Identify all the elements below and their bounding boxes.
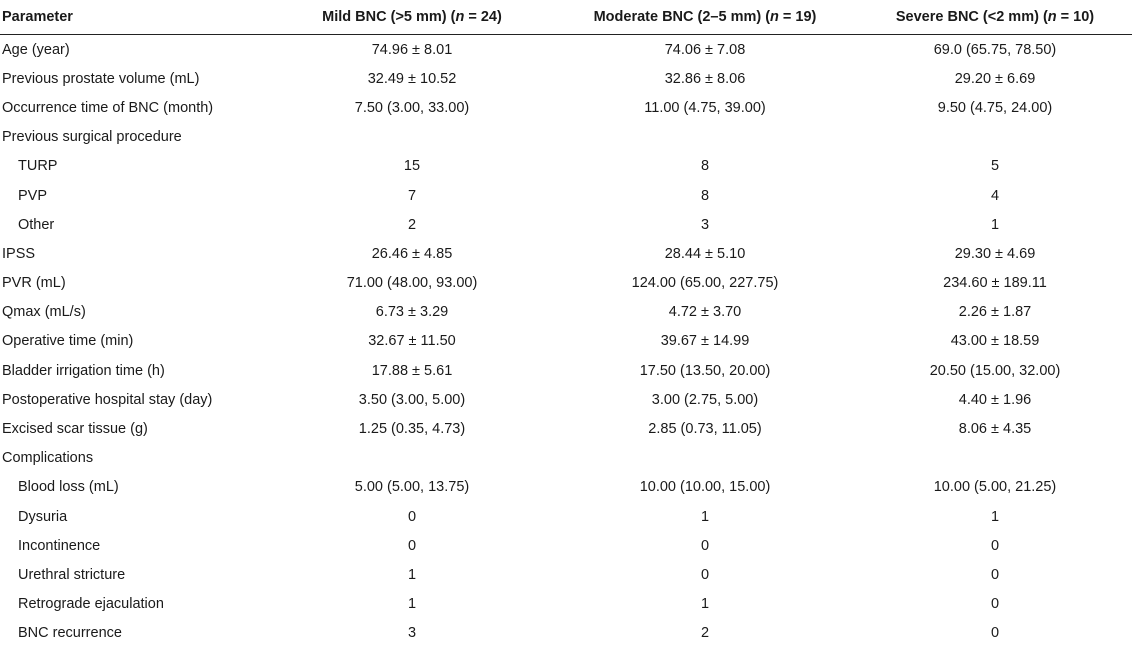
row-label: TURP <box>18 158 58 175</box>
header-mild-n-var: n <box>455 9 465 25</box>
row-label: Retrograde ejaculation <box>18 596 164 613</box>
cell-mild: 71.00 (48.00, 93.00) <box>346 275 478 292</box>
cell-mild: 32.67 ± 11.50 <box>368 333 456 350</box>
row-label: Previous prostate volume (mL) <box>2 70 200 87</box>
cell-mild: 6.73 ± 3.29 <box>375 304 449 321</box>
cell-severe: 9.50 (4.75, 24.00) <box>937 99 1053 116</box>
row-label: Excised scar tissue (g) <box>2 421 148 438</box>
row-label: PVP <box>18 187 48 204</box>
cell-severe <box>858 123 1132 152</box>
table-row <box>0 502 1132 531</box>
table-row <box>0 269 1132 298</box>
row-label: Operative time (min) <box>2 333 134 350</box>
row-label: Qmax (mL/s) <box>2 304 86 321</box>
cell-mild: 7 <box>407 187 417 204</box>
cell-moderate: 2.85 (0.73, 11.05) <box>648 421 762 438</box>
cell-severe: 1 <box>990 508 1000 525</box>
table-row <box>0 327 1132 356</box>
cell-moderate: 1 <box>700 596 710 613</box>
cell-severe: 4 <box>990 187 1000 204</box>
cell-moderate: 8 <box>700 158 710 175</box>
table-row <box>0 414 1132 443</box>
row-label: Postoperative hospital stay (day) <box>2 391 213 408</box>
header-severe-n-var: n <box>1047 9 1057 25</box>
cell-mild: 15 <box>403 158 421 175</box>
cell-moderate: 74.06 ± 7.08 <box>664 41 746 58</box>
row-label: Previous surgical procedure <box>2 129 182 146</box>
cell-mild: 1.25 (0.35, 4.73) <box>358 421 466 438</box>
cell-mild <box>272 444 552 473</box>
row-label: Age (year) <box>2 41 70 58</box>
cell-mild: 3.50 (3.00, 5.00) <box>358 391 466 408</box>
cell-moderate: 2 <box>700 625 710 642</box>
cell-mild: 32.49 ± 10.52 <box>367 70 457 87</box>
cell-mild: 74.96 ± 8.01 <box>371 41 453 58</box>
row-label: IPSS <box>2 245 36 262</box>
cell-mild: 0 <box>407 508 417 525</box>
cell-mild: 17.88 ± 5.61 <box>371 362 453 379</box>
cell-moderate: 0 <box>700 537 710 554</box>
row-label: Occurrence time of BNC (month) <box>2 99 214 116</box>
header-moderate-bnc <box>552 0 858 35</box>
table-row <box>0 181 1132 210</box>
table-row <box>0 93 1132 122</box>
cell-severe <box>858 444 1132 473</box>
table-row <box>0 619 1132 648</box>
cell-severe: 4.40 ± 1.96 <box>958 391 1032 408</box>
table-row <box>0 473 1132 502</box>
row-label: Bladder irrigation time (h) <box>2 362 165 379</box>
table-row <box>0 560 1132 589</box>
cell-mild: 3 <box>407 625 417 642</box>
table-row <box>0 152 1132 181</box>
cell-severe: 0 <box>990 596 1000 613</box>
cell-moderate: 32.86 ± 8.06 <box>664 70 746 87</box>
table-row <box>0 298 1132 327</box>
cell-severe: 8.06 ± 4.35 <box>958 421 1032 438</box>
cell-severe: 20.50 (15.00, 32.00) <box>929 362 1061 379</box>
cell-moderate: 11.00 (4.75, 39.00) <box>644 99 766 116</box>
row-label: PVR (mL) <box>2 275 66 292</box>
row-label: BNC recurrence <box>18 625 122 642</box>
cell-moderate <box>552 123 858 152</box>
cell-severe: 0 <box>990 625 1000 642</box>
header-mild-bnc <box>272 0 552 35</box>
cell-severe: 29.30 ± 4.69 <box>954 245 1036 262</box>
table-row <box>0 590 1132 619</box>
table-row <box>0 444 1132 473</box>
table-row <box>0 239 1132 268</box>
cell-severe: 43.00 ± 18.59 <box>950 333 1040 350</box>
header-mild-n-val: = 24) <box>464 9 502 25</box>
row-label: Incontinence <box>18 537 101 554</box>
cell-severe: 5 <box>990 158 1000 175</box>
cell-severe: 69.0 (65.75, 78.50) <box>933 41 1057 58</box>
table-row <box>0 385 1132 414</box>
cell-severe: 234.60 ± 189.11 <box>943 275 1047 292</box>
cell-moderate: 10.00 (10.00, 15.00) <box>639 479 771 496</box>
cell-moderate: 17.50 (13.50, 20.00) <box>639 362 771 379</box>
cell-mild: 0 <box>407 537 417 554</box>
cell-mild: 1 <box>407 566 417 583</box>
cell-severe: 2.26 ± 1.87 <box>958 304 1032 321</box>
cell-mild: 7.50 (3.00, 33.00) <box>354 99 470 116</box>
header-mild-label: Mild BNC (>5 mm) ( <box>322 9 456 25</box>
row-label: Urethral stricture <box>18 566 126 583</box>
cell-moderate: 39.67 ± 14.99 <box>660 333 750 350</box>
header-severe-n-val: = 10) <box>1056 9 1095 25</box>
header-severe-label: Severe BNC (<2 mm) ( <box>895 9 1048 25</box>
cell-moderate: 4.72 ± 3.70 <box>668 304 742 321</box>
row-label: Dysuria <box>18 508 68 525</box>
cell-moderate: 3.00 (2.75, 5.00) <box>651 391 759 408</box>
cell-severe: 10.00 (5.00, 21.25) <box>933 479 1057 496</box>
cell-moderate: 1 <box>700 508 710 525</box>
cell-moderate: 124.00 (65.00, 227.75) <box>631 275 779 292</box>
cell-mild <box>272 123 552 152</box>
header-row <box>0 0 1132 35</box>
table-row <box>0 531 1132 560</box>
table-body <box>0 35 1132 648</box>
cell-moderate: 0 <box>700 566 710 583</box>
cell-mild: 26.46 ± 4.85 <box>371 245 453 262</box>
header-parameter: Parameter <box>0 0 272 35</box>
header-severe-bnc <box>858 0 1132 35</box>
row-label: Blood loss (mL) <box>18 479 119 496</box>
header-moderate-n-val: = 19) <box>778 9 817 25</box>
cell-moderate: 8 <box>700 187 710 204</box>
table-row <box>0 64 1132 93</box>
cell-mild: 2 <box>407 216 417 233</box>
cell-mild: 1 <box>407 596 417 613</box>
cell-mild: 5.00 (5.00, 13.75) <box>354 479 470 496</box>
cell-severe: 29.20 ± 6.69 <box>954 70 1036 87</box>
row-label: Complications <box>2 450 94 467</box>
table-row <box>0 210 1132 239</box>
cell-moderate: 28.44 ± 5.10 <box>664 245 746 262</box>
cell-moderate <box>552 444 858 473</box>
header-moderate-label: Moderate BNC (2–5 mm) ( <box>593 9 771 25</box>
cell-moderate: 3 <box>700 216 710 233</box>
cell-severe: 1 <box>990 216 1000 233</box>
cell-severe: 0 <box>990 537 1000 554</box>
table-header <box>0 0 1132 35</box>
row-label: Other <box>18 216 55 233</box>
table-row <box>0 123 1132 152</box>
cell-severe: 0 <box>990 566 1000 583</box>
table-row <box>0 356 1132 385</box>
header-moderate-n-var: n <box>770 9 779 25</box>
table-row <box>0 35 1132 65</box>
